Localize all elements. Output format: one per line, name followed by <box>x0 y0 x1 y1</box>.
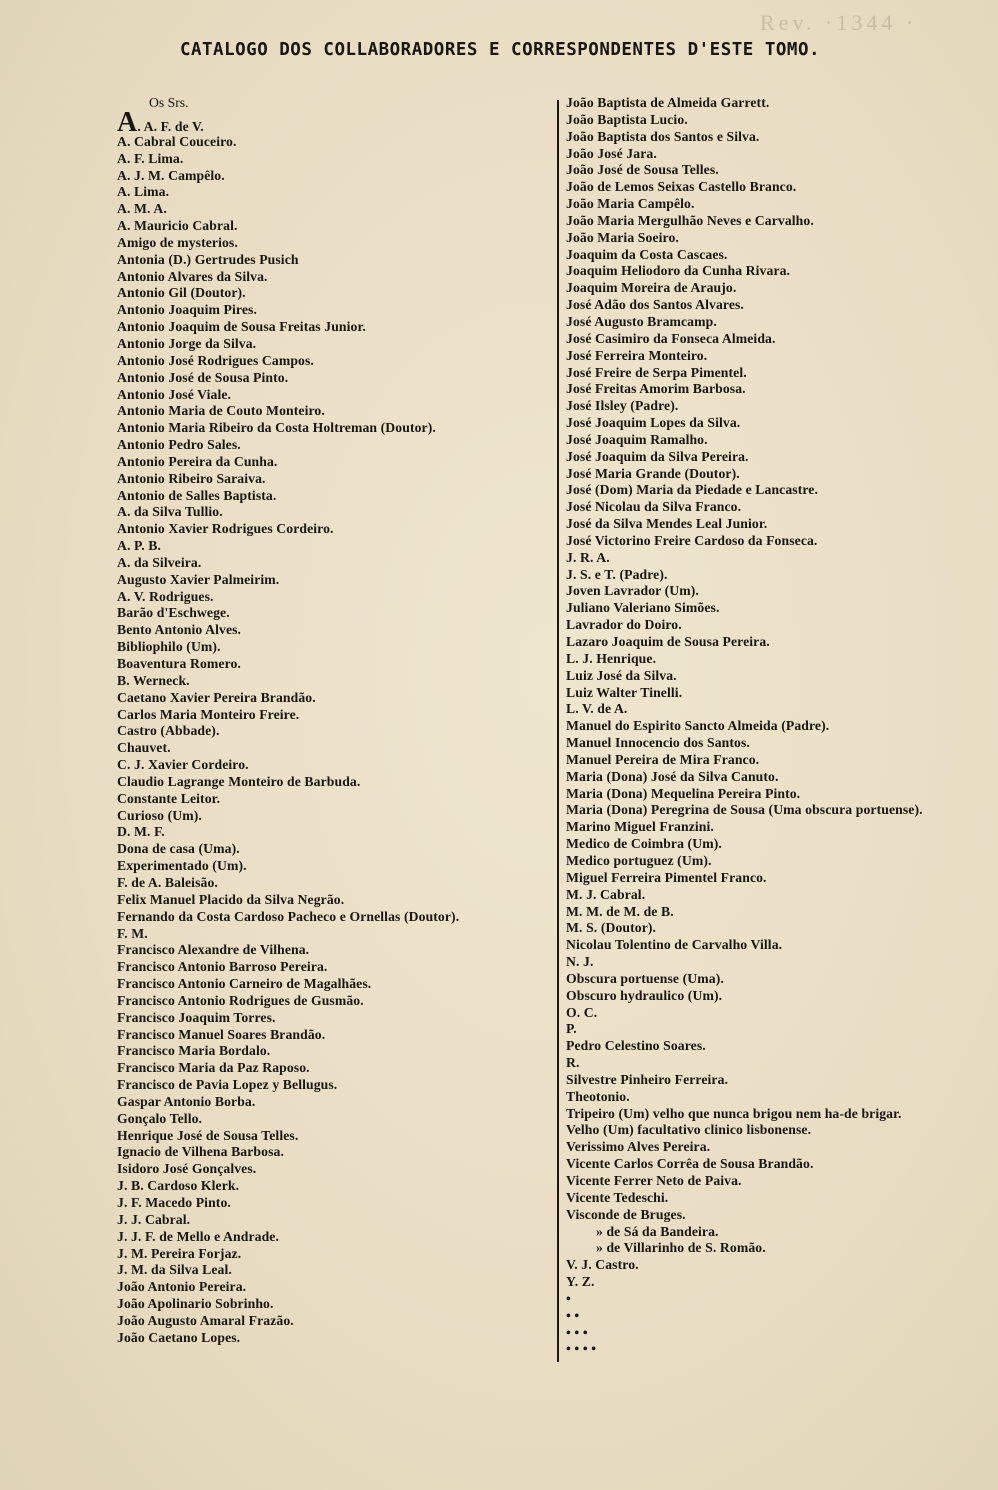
contributor-entry: Joaquim Heliodoro da Cunha Rivara. <box>566 263 791 279</box>
contributor-entry: Verissimo Alves Pereira. <box>566 1139 711 1155</box>
drop-cap: A <box>117 106 138 138</box>
contributor-entry: Antonio Jorge da Silva. <box>117 335 257 351</box>
contributor-entry: Lazaro Joaquim de Sousa Pereira. <box>566 634 770 649</box>
contributor-entry: C. J. Xavier Cordeiro. <box>117 757 249 773</box>
contributor-entry: Antonio José Viale. <box>117 386 232 402</box>
contributor-entry: A. da Silveira. <box>117 554 202 570</box>
contributor-entry: Antonio Joaquim Pires. <box>117 302 257 318</box>
contributor-entry: Antonio Gil (Doutor). <box>117 285 246 301</box>
contributor-entry: Francisco Antonio Carneiro de Magalhães. <box>117 976 372 992</box>
contributor-entry: Antonio José Rodrigues Campos. <box>117 352 314 368</box>
contributor-entry: João Antonio Pereira. <box>117 1279 247 1295</box>
first-entry <box>117 106 547 138</box>
contributor-entry: Amigo de mysterios. <box>117 234 238 250</box>
contributor-entry: João Baptista dos Santos e Silva. <box>566 128 760 144</box>
contributor-entry: João de Lemos Seixas Castello Branco. <box>566 179 797 195</box>
contributor-entry: Maria (Dona) Peregrina de Sousa (Uma obscura portuense). <box>566 802 923 818</box>
contributor-entry: João Caetano Lopes. <box>117 1329 241 1345</box>
contributor-entry: Theotonio. <box>566 1088 630 1104</box>
contributor-entry: » de Villarinho de S. Romão. <box>596 1240 766 1256</box>
contributor-entry: F. M. <box>117 925 148 941</box>
contributor-entry: Joaquim da Costa Cascaes. <box>566 246 728 262</box>
contributor-entry: » de Sá da Bandeira. <box>596 1223 719 1239</box>
contributor-entry: José Augusto Bramcamp. <box>566 313 717 329</box>
contributor-entry: M. M. de M. de B. <box>566 903 674 919</box>
contributor-entry: L. V. de A. <box>566 701 628 717</box>
contributor-entry: • • <box>566 1307 580 1323</box>
contributor-entry: Henrique José de Sousa Telles. <box>117 1127 299 1143</box>
contributor-entry: Augusto Xavier Palmeirim. <box>117 571 280 587</box>
contributor-entry: F. de A. Baleisão. <box>117 874 218 890</box>
contributor-entry: Antonio Maria de Couto Monteiro. <box>117 403 325 419</box>
contributor-entry: J. S. e T. (Padre). <box>566 566 668 582</box>
contributor-entry: • • • • <box>566 1341 597 1357</box>
contributor-entry: Francisco Manuel Soares Brandão. <box>117 1026 326 1042</box>
contributor-entry: Antonia (D.) Gertrudes Pusich <box>117 251 299 267</box>
contributor-entry: Chauvet. <box>117 740 171 756</box>
contributor-entry: Antonio Joaquim de Sousa Freitas Junior. <box>117 319 366 335</box>
contributor-entry: Bento Antonio Alves. <box>117 622 242 638</box>
contributor-entry: Manuel Pereira de Mira Franco. <box>566 751 760 767</box>
contributor-entry: João José Jara. <box>566 145 657 161</box>
contributor-entry: A. Mauricio Cabral. <box>117 218 238 234</box>
contributor-entry: Gonçalo Tello. <box>117 1110 203 1126</box>
contributor-entry: J. J. F. de Mello e Andrade. <box>117 1228 279 1244</box>
contributor-entry: Isidoro José Gonçalves. <box>117 1161 257 1177</box>
contributor-entry: Caetano Xavier Pereira Brandão. <box>117 689 316 705</box>
contributor-entry: Luiz José da Silva. <box>566 667 677 683</box>
contributor-entry: A. V. Rodrigues. <box>117 588 214 604</box>
contributor-entry: Francisco Maria Bordalo. <box>117 1043 271 1059</box>
contributor-entry: Boaventura Romero. <box>117 656 241 671</box>
contributor-entry: José (Dom) Maria da Piedade e Lancastre. <box>566 482 818 498</box>
left-list <box>117 134 547 1347</box>
contributor-entry: Francisco Antonio Rodrigues de Gusmão. <box>117 992 364 1008</box>
contributor-entry: Antonio Xavier Rodrigues Cordeiro. <box>117 521 334 537</box>
contributor-entry: Antonio Pedro Sales. <box>117 437 241 453</box>
contributor-entry: Medico portuguez (Um). <box>566 852 712 868</box>
contributor-entry: Lavrador do Doiro. <box>566 617 682 633</box>
contributor-entry: A. Lima. <box>117 184 170 200</box>
contributor-entry: José da Silva Mendes Leal Junior. <box>566 516 768 532</box>
contributor-entry: Joaquim Moreira de Araujo. <box>566 280 737 296</box>
contributor-entry: Fernando da Costa Cardoso Pacheco e Ornellas (Doutor). <box>117 908 460 924</box>
contributor-entry: José Joaquim da Silva Pereira. <box>566 448 749 464</box>
contributor-entry: Experimentado (Um). <box>117 858 247 874</box>
contributor-entry: José Victorino Freire Cardoso da Fonseca. <box>566 532 818 548</box>
contributor-entry: Vicente Ferrer Neto de Paiva. <box>566 1173 742 1188</box>
contributor-entry: Vicente Tedeschi. <box>566 1189 669 1205</box>
contributor-entry: João Maria Campêlo. <box>566 196 695 212</box>
contributor-entry: Velho (Um) facultativo clinico lisbonense. <box>566 1122 812 1138</box>
contributor-entry: Y. Z. <box>566 1274 595 1290</box>
contributor-entry: João Baptista de Almeida Garrett. <box>566 95 770 110</box>
contributor-entry: A. M. A. <box>117 201 167 217</box>
contributor-entry: A. Cabral Couceiro. <box>117 133 237 149</box>
contributor-entry: Tripeiro (Um) velho que nunca brigou nem ha-de brigar. <box>566 1105 902 1121</box>
contributor-entry: João José de Sousa Telles. <box>566 162 719 178</box>
contributor-entry: Constante Leitor. <box>117 790 221 806</box>
contributor-entry: Gaspar Antonio Borba. <box>117 1093 256 1109</box>
contributor-entry: • <box>566 1290 571 1306</box>
contributor-entry: Antonio Alvares da Silva. <box>117 268 268 284</box>
contributor-entry: Francisco Alexandre de Vilhena. <box>117 942 310 958</box>
contributor-entry: Ignacio de Vilhena Barbosa. <box>117 1144 284 1160</box>
contributor-entry: J. B. Cardoso Klerk. <box>117 1178 240 1194</box>
contributor-entry: Obscuro hydraulico (Um). <box>566 987 723 1003</box>
contributor-entry: José Nicolau da Silva Franco. <box>566 499 742 515</box>
contributor-entry: Juliano Valeriano Simões. <box>566 600 720 616</box>
contributor-entry: Medico de Coimbra (Um). <box>566 836 722 852</box>
contributor-entry: J. R. A. <box>566 549 610 565</box>
contributor-entry: João Augusto Amaral Frazão. <box>117 1312 294 1328</box>
contributor-entry: Francisco Antonio Barroso Pereira. <box>117 959 328 975</box>
left-column <box>117 95 547 1347</box>
contributor-entry: Marino Miguel Franzini. <box>566 819 714 835</box>
contributor-entry: J. J. Cabral. <box>117 1211 191 1227</box>
contributor-entry: José Maria Grande (Doutor). <box>566 465 740 481</box>
contributor-entry: José Adão dos Santos Alvares. <box>566 297 744 313</box>
contributor-entry: V. J. Castro. <box>566 1257 639 1273</box>
contributor-entry: José Freitas Amorim Barbosa. <box>566 381 746 397</box>
contributor-entry: Silvestre Pinheiro Ferreira. <box>566 1071 729 1087</box>
contributor-entry: M. J. Cabral. <box>566 886 646 902</box>
contributor-entry: Bibliophilo (Um). <box>117 639 221 655</box>
contributor-entry: Antonio de Salles Baptista. <box>117 487 277 503</box>
contributor-entry: A. da Silva Tullio. <box>117 504 223 520</box>
contributor-entry: • • • <box>566 1324 588 1340</box>
contributor-entry: Claudio Lagrange Monteiro de Barbuda. <box>117 773 361 789</box>
contributor-entry: Miguel Ferreira Pimentel Franco. <box>566 869 767 885</box>
right-list <box>566 95 996 1358</box>
contributor-entry: Antonio Maria Ribeiro da Costa Holtreman (Doutor). <box>117 420 436 436</box>
contributor-entry: Castro (Abbade). <box>117 723 220 739</box>
first-entry-rest: . A. F. de V. <box>137 118 204 134</box>
contributor-entry: José Ferreira Monteiro. <box>566 347 708 363</box>
contributor-entry: Vicente Carlos Corrêa de Sousa Brandão. <box>566 1156 814 1172</box>
page-title: CATALOGO DOS COLLABORADORES E CORRESPONDENTES D'ESTE TOMO. <box>179 40 821 60</box>
contributor-entry: N. J. <box>566 954 594 970</box>
contributor-entry: José Casimiro da Fonseca Almeida. <box>566 330 776 346</box>
right-column <box>566 95 996 1358</box>
contributor-entry: João Baptista Lucio. <box>566 111 688 127</box>
column-divider <box>557 100 559 1362</box>
contributor-entry: Visconde de Bruges. <box>566 1206 686 1222</box>
contributor-entry: Felix Manuel Placido da Silva Negrão. <box>117 891 345 907</box>
contributor-entry: Pedro Celestino Soares. <box>566 1038 706 1054</box>
contributor-entry: J. M. Pereira Forjaz. <box>117 1245 242 1261</box>
faint-stamp: Rev. ·1344 · <box>760 10 918 35</box>
contributor-entry: Francisco Joaquim Torres. <box>117 1009 276 1025</box>
contributor-entry: A. F. Lima. <box>117 150 184 166</box>
contributor-entry: José Ilsley (Padre). <box>566 398 679 414</box>
contributor-entry: A. P. B. <box>117 538 162 554</box>
contributor-entry: José Joaquim Ramalho. <box>566 431 708 447</box>
contributor-entry: P. <box>566 1021 577 1037</box>
contributor-entry: Antonio Ribeiro Saraiva. <box>117 470 266 486</box>
contributor-entry: Obscura portuense (Uma). <box>566 970 724 986</box>
contributor-entry: J. F. Macedo Pinto. <box>117 1195 231 1210</box>
contributor-entry: Manuel do Espirito Sancto Almeida (Padre). <box>566 718 830 734</box>
contributor-entry: B. Werneck. <box>117 672 190 688</box>
contributor-entry: A. J. M. Campêlo. <box>117 167 225 183</box>
contributor-entry: Antonio Pereira da Cunha. <box>117 453 278 469</box>
contributor-entry: Manuel Innocencio dos Santos. <box>566 735 750 751</box>
contributor-entry: Curioso (Um). <box>117 807 202 823</box>
contributor-entry: L. J. Henrique. <box>566 650 657 666</box>
contributor-entry: D. M. F. <box>117 824 165 840</box>
contributor-entry: João Apolinario Sobrinho. <box>117 1296 274 1312</box>
contributor-entry: José Freire de Serpa Pimentel. <box>566 364 747 380</box>
contributor-entry: Antonio José de Sousa Pinto. <box>117 369 289 385</box>
salutation: Os Srs. <box>149 95 189 110</box>
contributor-entry: Francisco Maria da Paz Raposo. <box>117 1060 310 1076</box>
contributor-entry: J. M. da Silva Leal. <box>117 1262 232 1278</box>
contributor-entry: José Joaquim Lopes da Silva. <box>566 415 741 431</box>
contributor-entry: Luiz Walter Tinelli. <box>566 684 683 700</box>
contributor-entry: M. S. (Doutor). <box>566 920 657 936</box>
contributor-entry: Maria (Dona) José da Silva Canuto. <box>566 768 779 784</box>
contributor-entry: Nicolau Tolentino de Carvalho Villa. <box>566 937 783 953</box>
contributor-entry: Dona de casa (Uma). <box>117 841 240 857</box>
contributor-entry: Carlos Maria Monteiro Freire. <box>117 706 300 722</box>
contributor-entry: Francisco de Pavia Lopez y Bellugus. <box>117 1077 338 1093</box>
contributor-entry: O. C. <box>566 1004 598 1020</box>
contributor-entry: Maria (Dona) Mequelina Pereira Pinto. <box>566 785 801 801</box>
contributor-entry: João Maria Soeiro. <box>566 229 679 245</box>
contributor-entry: Joven Lavrador (Um). <box>566 583 699 599</box>
contributor-entry: R. <box>566 1055 580 1071</box>
contributor-entry: Barão d'Eschwege. <box>117 605 230 621</box>
contributor-entry: João Maria Mergulhão Neves e Carvalho. <box>566 212 814 228</box>
